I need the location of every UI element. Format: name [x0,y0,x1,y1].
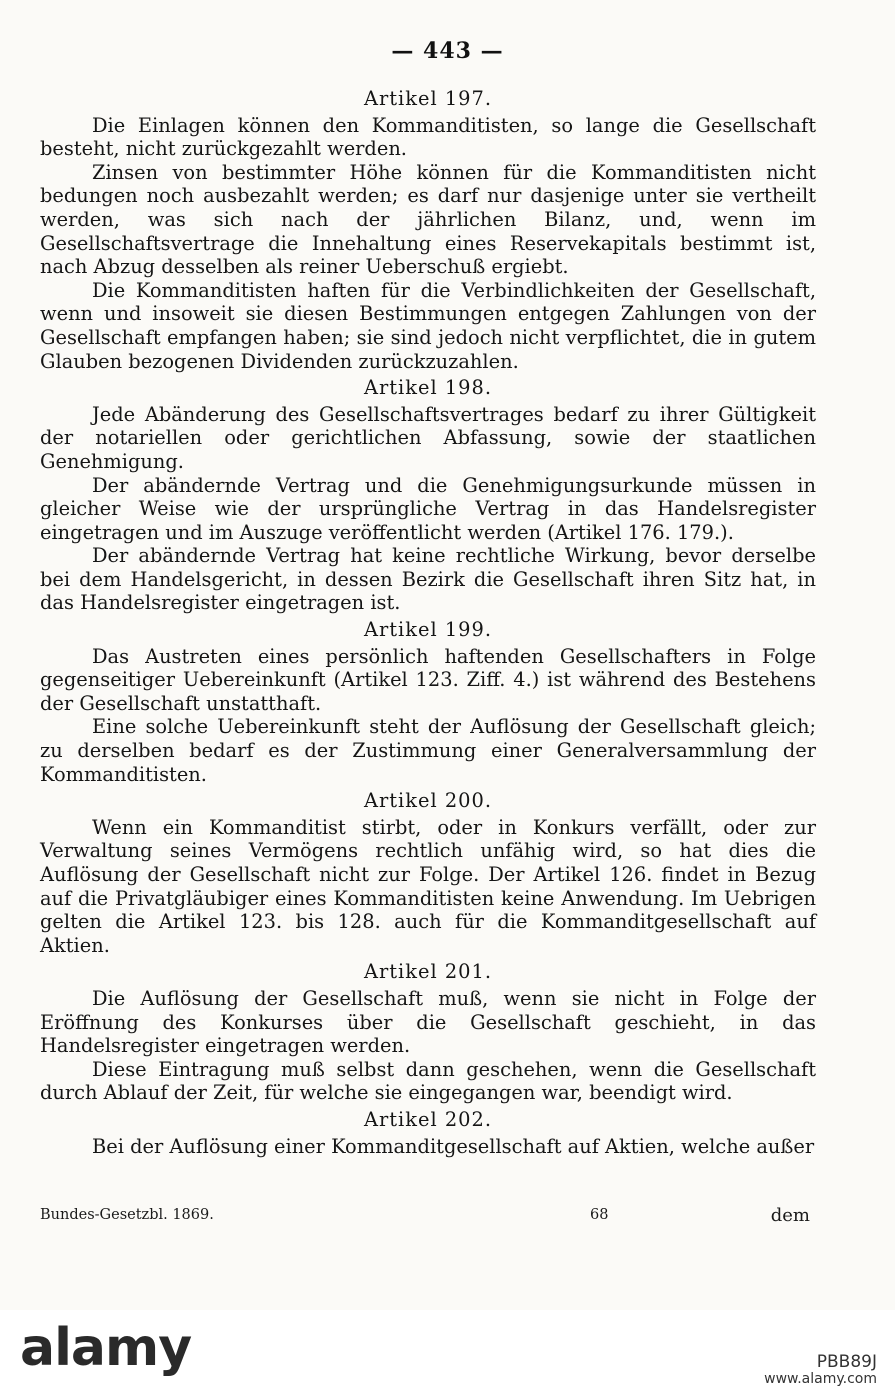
article-197 [40,87,816,373]
article-title: Artikel 199. [363,618,493,642]
article-202 [40,1108,816,1158]
paragraph: Die Kommanditisten haften für die Verbindlichkeiten der Gesellschaft, wenn und insoweit sie diesen Bestimmungen entgegen Zahlungen von der Gesellschaft empfangen haben; sie sind jedoch nicht verpflichtet, die in gutem Glauben bezogenen Dividenden zurückzuzahlen. [40,278,816,373]
article-title: Artikel 200. [363,789,493,813]
paragraph: Die Auflösung der Gesellschaft muß, wenn sie nicht in Folge der Eröffnung des Konkurses über die Gesellschaft geschieht, in das Handelsregister eingetragen werden. [40,986,816,1058]
article-title: Artikel 198. [363,376,493,400]
paragraph: Diese Eintragung muß selbst dann geschehen, wenn die Gesellschaft durch Ablauf der Zeit, für welche sie eingegangen war, beendigt wird. [40,1057,816,1105]
paragraph: Eine solche Uebereinkunft steht der Auflösung der Gesellschaft gleich; zu derselben bedarf es der Zustimmung einer Generalversammlung der Kommanditisten. [40,715,816,786]
article-title: Artikel 197. [363,87,493,110]
article-200 [40,789,816,957]
paragraph: Die Einlagen können den Kommanditisten, so lange die Gesellschaft besteht, nicht zurückgezahlt werden. [40,113,816,161]
stock-image-id: PBB89J [816,1352,877,1372]
article-201 [40,960,816,1105]
paragraph: Jede Abänderung des Gesellschaftsvertrages bedarf zu ihrer Gültigkeit der notariellen oder gerichtlichen Abfassung, sowie der staatlichen Genehmigung. [40,402,816,473]
footer-catchword: dem [770,1205,810,1226]
page-body [40,84,816,1158]
paragraph: Wenn ein Kommanditist stirbt, oder in Konkurs verfällt, oder zur Verwaltung seines Vermögens rechtlich unfähig wird, so hat dies die Auflösung der Gesellschaft nicht zur Folge. Der Artikel 126. findet in Bezug auf die Privatgläubiger eines Kommanditisten keine Anwendung. Im Uebrigen gelten die Artikel 123. bis 128. auch für die Kommanditgesellschaft auf Aktien. [40,815,816,957]
article-198 [40,376,816,615]
paragraph: Bei der Auflösung einer Kommanditgesellschaft auf Aktien, welche außer [92,1134,815,1158]
alamy-logo: alamy [20,1318,192,1378]
paragraph: Der abändernde Vertrag und die Genehmigungsurkunde müssen in gleicher Weise wie der ursprüngliche Vertrag in das Handelsregister eingetragen und im Auszuge veröffentlicht werden (Artikel 176. 179.). [40,473,816,544]
paragraph: Zinsen von bestimmter Höhe können für die Kommanditisten nicht bedungen noch ausbezahlt werden; es darf nur dasjenige unter sie vertheilt werden, was sich nach der jährlichen Bilanz, und, wenn im Gesellschaftsvertrage die Innehaltung eines Reservekapitals bestimmt ist, nach Abzug desselben als reiner Ueberschuß ergiebt. [40,160,816,279]
footer-source: Bundes-Gesetzbl. 1869. [40,1207,214,1223]
paragraph: Der abändernde Vertrag hat keine rechtliche Wirkung, bevor derselbe bei dem Handelsgericht, in dessen Bezirk die Gesellschaft ihren Sitz hat, in das Handelsregister eingetragen ist. [40,544,816,615]
article-title: Artikel 202. [363,1107,493,1131]
paragraph: Das Austreten eines persönlich haftenden Gesellschafters in Folge gegenseitiger Uebereinkunft (Artikel 123. Ziff. 4.) ist während des Bestehens der Gesellschaft unstatthaft. [40,644,816,715]
page-footer [40,1207,810,1231]
page-number-header: — 443 — [391,38,504,64]
footer-sheet-number: 68 [590,1207,609,1223]
article-title: Artikel 201. [363,960,493,984]
site-url: www.alamy.com [764,1371,877,1387]
article-199 [40,618,816,786]
